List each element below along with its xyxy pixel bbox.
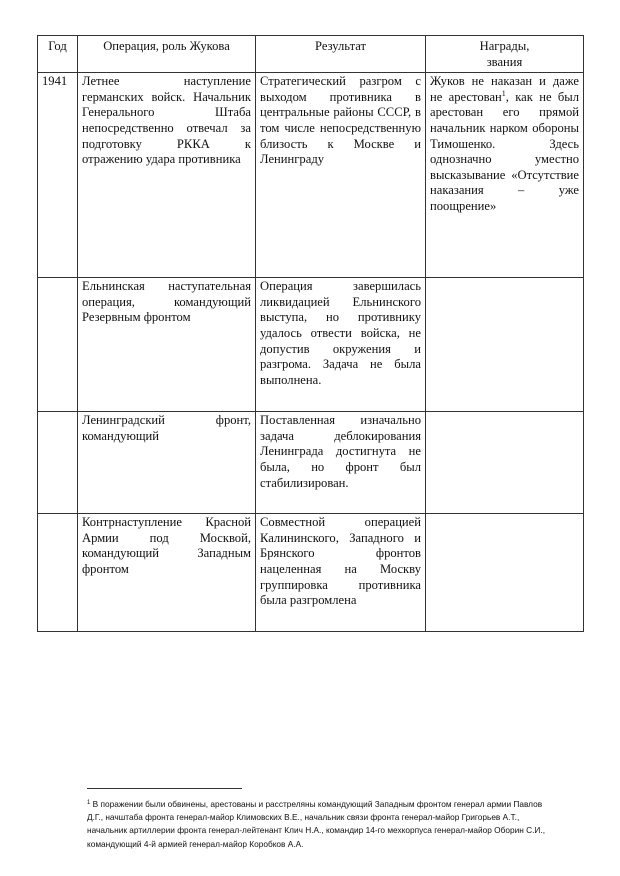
header-awards [426, 36, 584, 73]
cell-awards [426, 73, 584, 278]
awards-text-before: Жуков не наказан и даже не арестован [430, 74, 579, 104]
cell-operation: Летнее наступление германских войск. Начальник Генерального Штаба непосредственно отвечал за подготовку РККА к отражению удара противника [78, 73, 256, 278]
awards-text-after: , как не был арестован его прямой начальник нарком обороны Тимошенко. Здесь однозначно уместно высказывание «Отсутствие наказания – уже поощрение» [430, 89, 579, 213]
header-operation: Операция, роль Жукова [78, 36, 256, 73]
cell-year: 1941 [38, 73, 78, 278]
cell-result: Стратегический разгром с выходом противника в центральные районы СССР, в том числе непосредственную близость к Москве и Ленинграду [256, 73, 426, 278]
header-result: Результат [256, 36, 426, 73]
table-row [38, 278, 584, 412]
header-awards-line2: звания [486, 54, 523, 69]
footnote-separator [87, 788, 242, 789]
cell-year [38, 278, 78, 412]
cell-awards [426, 412, 584, 514]
cell-result: Совместной операцией Калининского, Западного и Брянского фронтов нацеленная на Москву группировка противника была разгромлена [256, 514, 426, 632]
header-year: Год [38, 36, 78, 73]
footnote-number: 1 [87, 800, 91, 806]
cell-awards [426, 278, 584, 412]
cell-awards [426, 514, 584, 632]
cell-year [38, 412, 78, 514]
table-header-row [38, 36, 584, 73]
table-row [38, 514, 584, 632]
cell-result: Операция завершилась ликвидацией Ельнинского выступа, но противнику удалось отвести войска, не допустив окружения и разгрома. Задача не была выполнена. [256, 278, 426, 412]
header-awards-line1: Награды, [479, 39, 530, 53]
table-row [38, 412, 584, 514]
cell-year [38, 514, 78, 632]
footnote-reference[interactable]: 1 [501, 88, 506, 98]
cell-result: Поставленная изначально задача деблокирования Ленинграда достигнута не была, но фронт был стабилизирован. [256, 412, 426, 514]
footnote-text: В поражении были обвинены, арестованы и расстреляны командующий Западным фронтом генерал армии Павлов Д.Г., начштаба фронта генерал-майор Климовских В.Е., начальник связи фронта генерал-майор Григорьев А.Т., начальник артиллерии фронта генерал-лейтенант Клич Н.А., командир 14-го мехкорпуса генерал-майор Оборин С.И., командующий 4-й армией генерал-майор Коробков А.А. [87, 799, 546, 849]
cell-operation: Ельнинская наступательная операция, командующий Резервным фронтом [78, 278, 256, 412]
cell-operation: Ленинградский фронт, командующий [78, 412, 256, 514]
footnote [87, 797, 557, 851]
zhukov-operations-table [37, 35, 584, 632]
cell-operation: Контрнаступление Красной Армии под Москвой, командующий Западным фронтом [78, 514, 256, 632]
table-row [38, 73, 584, 278]
